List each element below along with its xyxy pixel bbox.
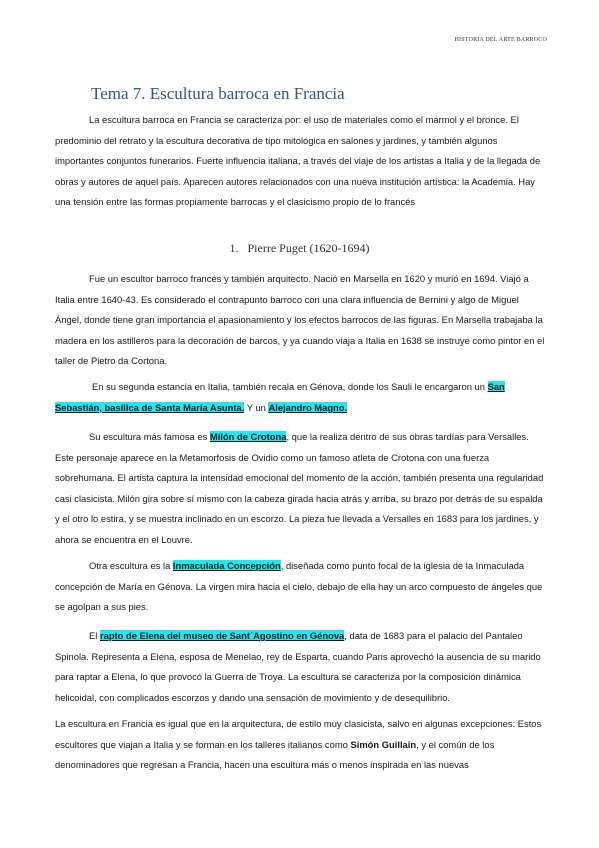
paragraph-text: , que la realiza dentro de sus obras tardías para Versalles. Este personaje aparece en la Metamorfosis de Ovidio como un famoso atleta de Crotona con una fuerza sobrehumana. El artista captura la intensidad emocional del momento de la acción, también presenta una regularidad casi clasicista. Milón gira sobre sí mismo con la cabeza girada hacia atrás y arriba, su brazo por detrás de su espalda y el otro lo estira, y se muestra inclinado en un escorzo. La pieza fue llevada a Versalles en 1683 para los jardines, y ahora se encuentra en el Louvre. xyxy=(55,431,544,545)
highlight-milon: Milón de Crotona xyxy=(209,431,287,442)
paragraph-text: Su escultura más famosa es xyxy=(89,431,210,442)
highlight-rapto-elena: rapto de Elena del museo de Sant´Agostino en Génova xyxy=(99,630,345,641)
running-header: HISTORIA DEL ARTE BARROCO xyxy=(454,37,547,43)
highlight-inmaculada: Inmaculada Concepción xyxy=(172,560,281,571)
paragraph-text: , data de 1683 para el palacio del Pantaleo Spinola. Representa a Elena, esposa de Menelao, rey de Esparta, cuando Paris aprovechó la ausencia de su marido para raptar a Elena, lo que provocó la Guerra de Troya. La escultura se caracteriza por la composición dinámica helicoidal, con complicados escorzos y dando una sensación de movimiento y de desequilibrio. xyxy=(55,630,541,703)
bold-simon-guillain: Simón Guillain xyxy=(350,738,417,750)
page-title: Tema 7. Escultura barroca en Francia xyxy=(91,84,345,103)
paragraph-milon xyxy=(55,427,545,551)
highlight-alejandro-magno: Alejandro Magno. xyxy=(268,401,348,413)
paragraph-text: , y el común de los denominadores que regresan a Francia, hacen una escultura más o menos inspirada en las nuevas xyxy=(55,738,495,771)
paragraph-biography: Fue un escultor barroco francés y también arquitecto. Nació en Marsella en 1620 y murió en 1694. Viajó a Italia entre 1640-43. Es considerado el contrapunto barroco con una clara influencia de Bernini y algo de Miguel Ángel, donde tiene gran importancia el apasionamiento y los efectos barrocos de las figuras. En Marsella trabajaba la madera en los astilleros para la decoración de barcos, y ya cuando viaja a Italia en 1638 se instruye como pintor en el taller de Pietro da Cortona. xyxy=(55,273,545,367)
section-heading xyxy=(0,241,599,256)
paragraph-clasicismo xyxy=(55,714,545,776)
section-heading-text: Pierre Puget (1620-1694) xyxy=(247,241,370,255)
paragraph-rapto xyxy=(55,626,545,708)
paragraph-text: Otra escultura es la xyxy=(89,560,173,571)
paragraph-text: La escultura en Francia es igual que en la arquitectura, de estilo muy clasicista, salvo en algunas excepciones: Estos escultores que viajan a Italia y se forman en los talleres italianos como xyxy=(55,718,542,750)
intro-paragraph: La escultura barroca en Francia se caracteriza por: el uso de materiales como el mármol y el bronce. El predominio del retrato y la escultura decorativa de tipo mitológica en salones y jardines, y también algunos importantes conjuntos funerarios. Fuerte influencia italiana, a través del viaje de los artistas a Italia y de la llegada de obras y autores de aquel país. Aparecen autores relacionados con una nueva institución artística: la Academia. Hay una tensión entre las formas propiamente barrocas y el clasicismo propio de lo francés xyxy=(55,114,541,208)
paragraph-inmaculada xyxy=(55,556,545,618)
highlight-san-sebastian: San Sebastián, basílica de Santa María Asunta. xyxy=(55,381,505,413)
paragraph-text: , diseñada como punto focal de la iglesia de la Inmaculada concepción de María en Génova. La virgen mira hacia el cielo, debajo de ella hay un arco compuesto de ángeles que se agolpan a sus pies. xyxy=(55,560,543,613)
section-number: 1. xyxy=(229,241,239,255)
paragraph-text: El xyxy=(89,630,100,641)
paragraph-text: Y un xyxy=(244,401,269,413)
paragraph-text: En su segunda estancia en Italia, también recala en Génova, donde los Sauli le encargaron un xyxy=(92,381,488,392)
paragraph-genova xyxy=(55,377,545,418)
